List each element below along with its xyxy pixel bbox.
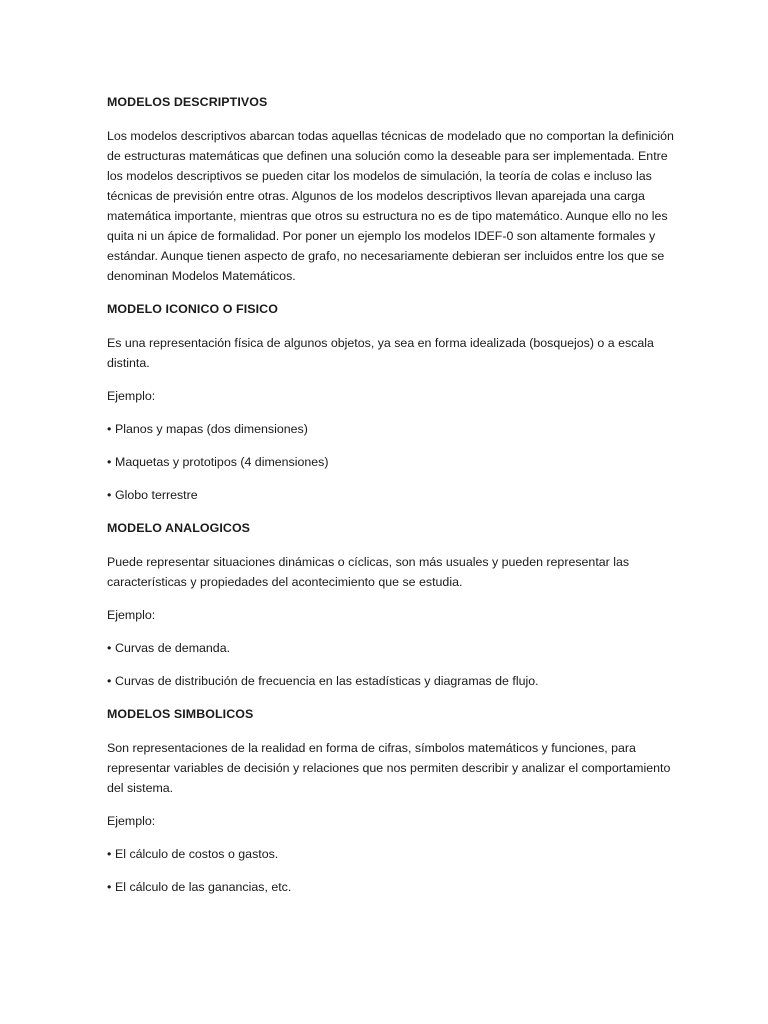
list-item-text: Curvas de demanda. (115, 641, 231, 655)
section-heading: MODELO ICONICO O FISICO (107, 302, 278, 316)
list-item (107, 671, 678, 691)
list-item-text: Globo terrestre (115, 488, 198, 502)
list-item (107, 485, 678, 505)
section-heading: MODELO ANALOGICOS (107, 521, 251, 535)
section-modelos-descriptivos (107, 92, 678, 286)
list-item (107, 419, 678, 439)
bullet-icon: • (107, 488, 112, 502)
section-paragraph: Son representaciones de la realidad en forma de cifras, símbolos matemáticos y funciones, para representar variables de decisión y relaciones que nos permiten describir y analizar el comportamiento del sistema. (107, 741, 671, 795)
list-item-text: El cálculo de costos o gastos. (115, 847, 279, 861)
list-item-text: Curvas de distribución de frecuencia en las estadísticas y diagramas de flujo. (115, 674, 539, 688)
section-paragraph: Los modelos descriptivos abarcan todas aquellas técnicas de modelado que no comportan la definición de estructuras matemáticas que definen una solución como la deseable para ser implementada. Entre los modelos descriptivos se pueden citar los modelos de simulación, la teoría de colas e incluso las técnicas de previsión entre otras. Algunos de los modelos descriptivos llevan aparejada una carga matemática importante, mientras que otros su estructura no es de tipo matemático. Aunque ello no les quita ni un ápice de formalidad. Por poner un ejemplo los modelos IDEF-0 son altamente formales y estándar. Aunque tienen aspecto de grafo, no necesariamente debieran ser incluidos entre los que se denominan Modelos Matemáticos. (107, 129, 674, 283)
bullet-icon: • (107, 674, 112, 688)
section-modelos-simbolicos (107, 704, 678, 897)
list-item (107, 844, 678, 864)
section-modelo-iconico (107, 299, 678, 505)
example-label: Ejemplo: (107, 814, 156, 828)
section-paragraph: Es una representación física de algunos objetos, ya sea en forma idealizada (bosquejos) o a escala distinta. (107, 336, 654, 370)
list-item (107, 452, 678, 472)
list-item-text: Planos y mapas (dos dimensiones) (115, 422, 308, 436)
list-item (107, 877, 678, 897)
section-heading: MODELOS DESCRIPTIVOS (107, 95, 268, 109)
bullet-icon: • (107, 880, 112, 894)
list-item-text: El cálculo de las ganancias, etc. (115, 880, 292, 894)
bullet-icon: • (107, 455, 112, 469)
section-paragraph: Puede representar situaciones dinámicas o cíclicas, son más usuales y pueden representar las características y propiedades del acontecimiento que se estudia. (107, 555, 630, 589)
example-label: Ejemplo: (107, 389, 156, 403)
bullet-icon: • (107, 847, 112, 861)
section-heading: MODELOS SIMBOLICOS (107, 707, 254, 721)
bullet-icon: • (107, 422, 112, 436)
section-modelo-analogicos (107, 518, 678, 691)
list-item-text: Maquetas y prototipos (4 dimensiones) (115, 455, 329, 469)
bullet-icon: • (107, 641, 112, 655)
list-item (107, 638, 678, 658)
example-label: Ejemplo: (107, 608, 156, 622)
